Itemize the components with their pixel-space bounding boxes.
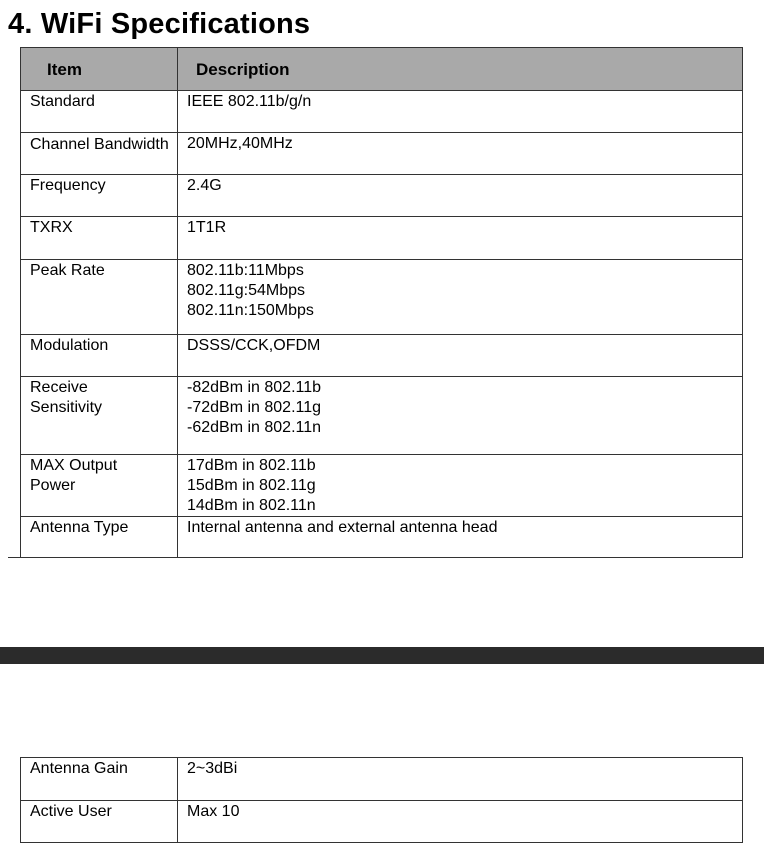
- row-description: [178, 455, 743, 517]
- table-row: [21, 517, 743, 558]
- row-description: [178, 801, 743, 843]
- table-row: [21, 133, 743, 175]
- description-line: -82dBm in 802.11b: [187, 379, 322, 396]
- row-item: Receive Sensitivity: [21, 377, 178, 455]
- description-line: 20MHz,40MHz: [187, 135, 293, 152]
- description-line: 15dBm in 802.11g: [187, 477, 316, 494]
- table-row: [21, 801, 743, 843]
- row-description: [178, 133, 743, 175]
- table-row: [21, 175, 743, 217]
- row-description: [178, 175, 743, 217]
- table-left-margin-line: [8, 557, 20, 558]
- row-item: Antenna Type: [21, 517, 178, 558]
- table-row: [21, 377, 743, 455]
- description-line: 2~3dBi: [187, 760, 238, 777]
- description-line: DSSS/CCK,OFDM: [187, 337, 321, 354]
- row-description: [178, 517, 743, 558]
- row-item: Standard: [21, 91, 178, 133]
- table-header-row: [21, 48, 743, 91]
- table-row: [21, 335, 743, 377]
- description-line: 802.11b:11Mbps: [187, 262, 304, 279]
- row-description: [178, 335, 743, 377]
- row-description: [178, 260, 743, 335]
- section-title: 4. WiFi Specifications: [8, 8, 311, 40]
- table-row: [21, 217, 743, 260]
- description-line: -62dBm in 802.11n: [187, 419, 322, 436]
- row-description: [178, 91, 743, 133]
- description-line: IEEE 802.11b/g/n: [187, 93, 312, 110]
- row-item: Channel Bandwidth: [21, 133, 178, 175]
- row-description: [178, 758, 743, 801]
- row-item: Active User: [21, 801, 178, 843]
- table-row: [21, 260, 743, 335]
- description-line: Max 10: [187, 803, 240, 820]
- row-item: Frequency: [21, 175, 178, 217]
- description-line: 14dBm in 802.11n: [187, 497, 316, 514]
- description-line: 1T1R: [187, 219, 227, 236]
- description-line: 802.11n:150Mbps: [187, 302, 314, 319]
- row-item: Modulation: [21, 335, 178, 377]
- row-item: Antenna Gain: [21, 758, 178, 801]
- description-line: 17dBm in 802.11b: [187, 457, 316, 474]
- description-line: -72dBm in 802.11g: [187, 399, 322, 416]
- header-item: Item: [21, 48, 178, 91]
- wifi-spec-table: [20, 47, 743, 558]
- table-row: [21, 455, 743, 517]
- page-separator-band: [0, 647, 764, 664]
- row-description: [178, 217, 743, 260]
- table-row: [21, 758, 743, 801]
- wifi-spec-table-continued: [20, 757, 743, 843]
- table-row: [21, 91, 743, 133]
- row-item: TXRX: [21, 217, 178, 260]
- row-item: Peak Rate: [21, 260, 178, 335]
- description-line: 2.4G: [187, 177, 222, 194]
- row-description: [178, 377, 743, 455]
- description-line: Internal antenna and external antenna head: [187, 519, 498, 536]
- row-item: MAX Output Power: [21, 455, 178, 517]
- description-line: 802.11g:54Mbps: [187, 282, 306, 299]
- header-description: Description: [178, 48, 743, 91]
